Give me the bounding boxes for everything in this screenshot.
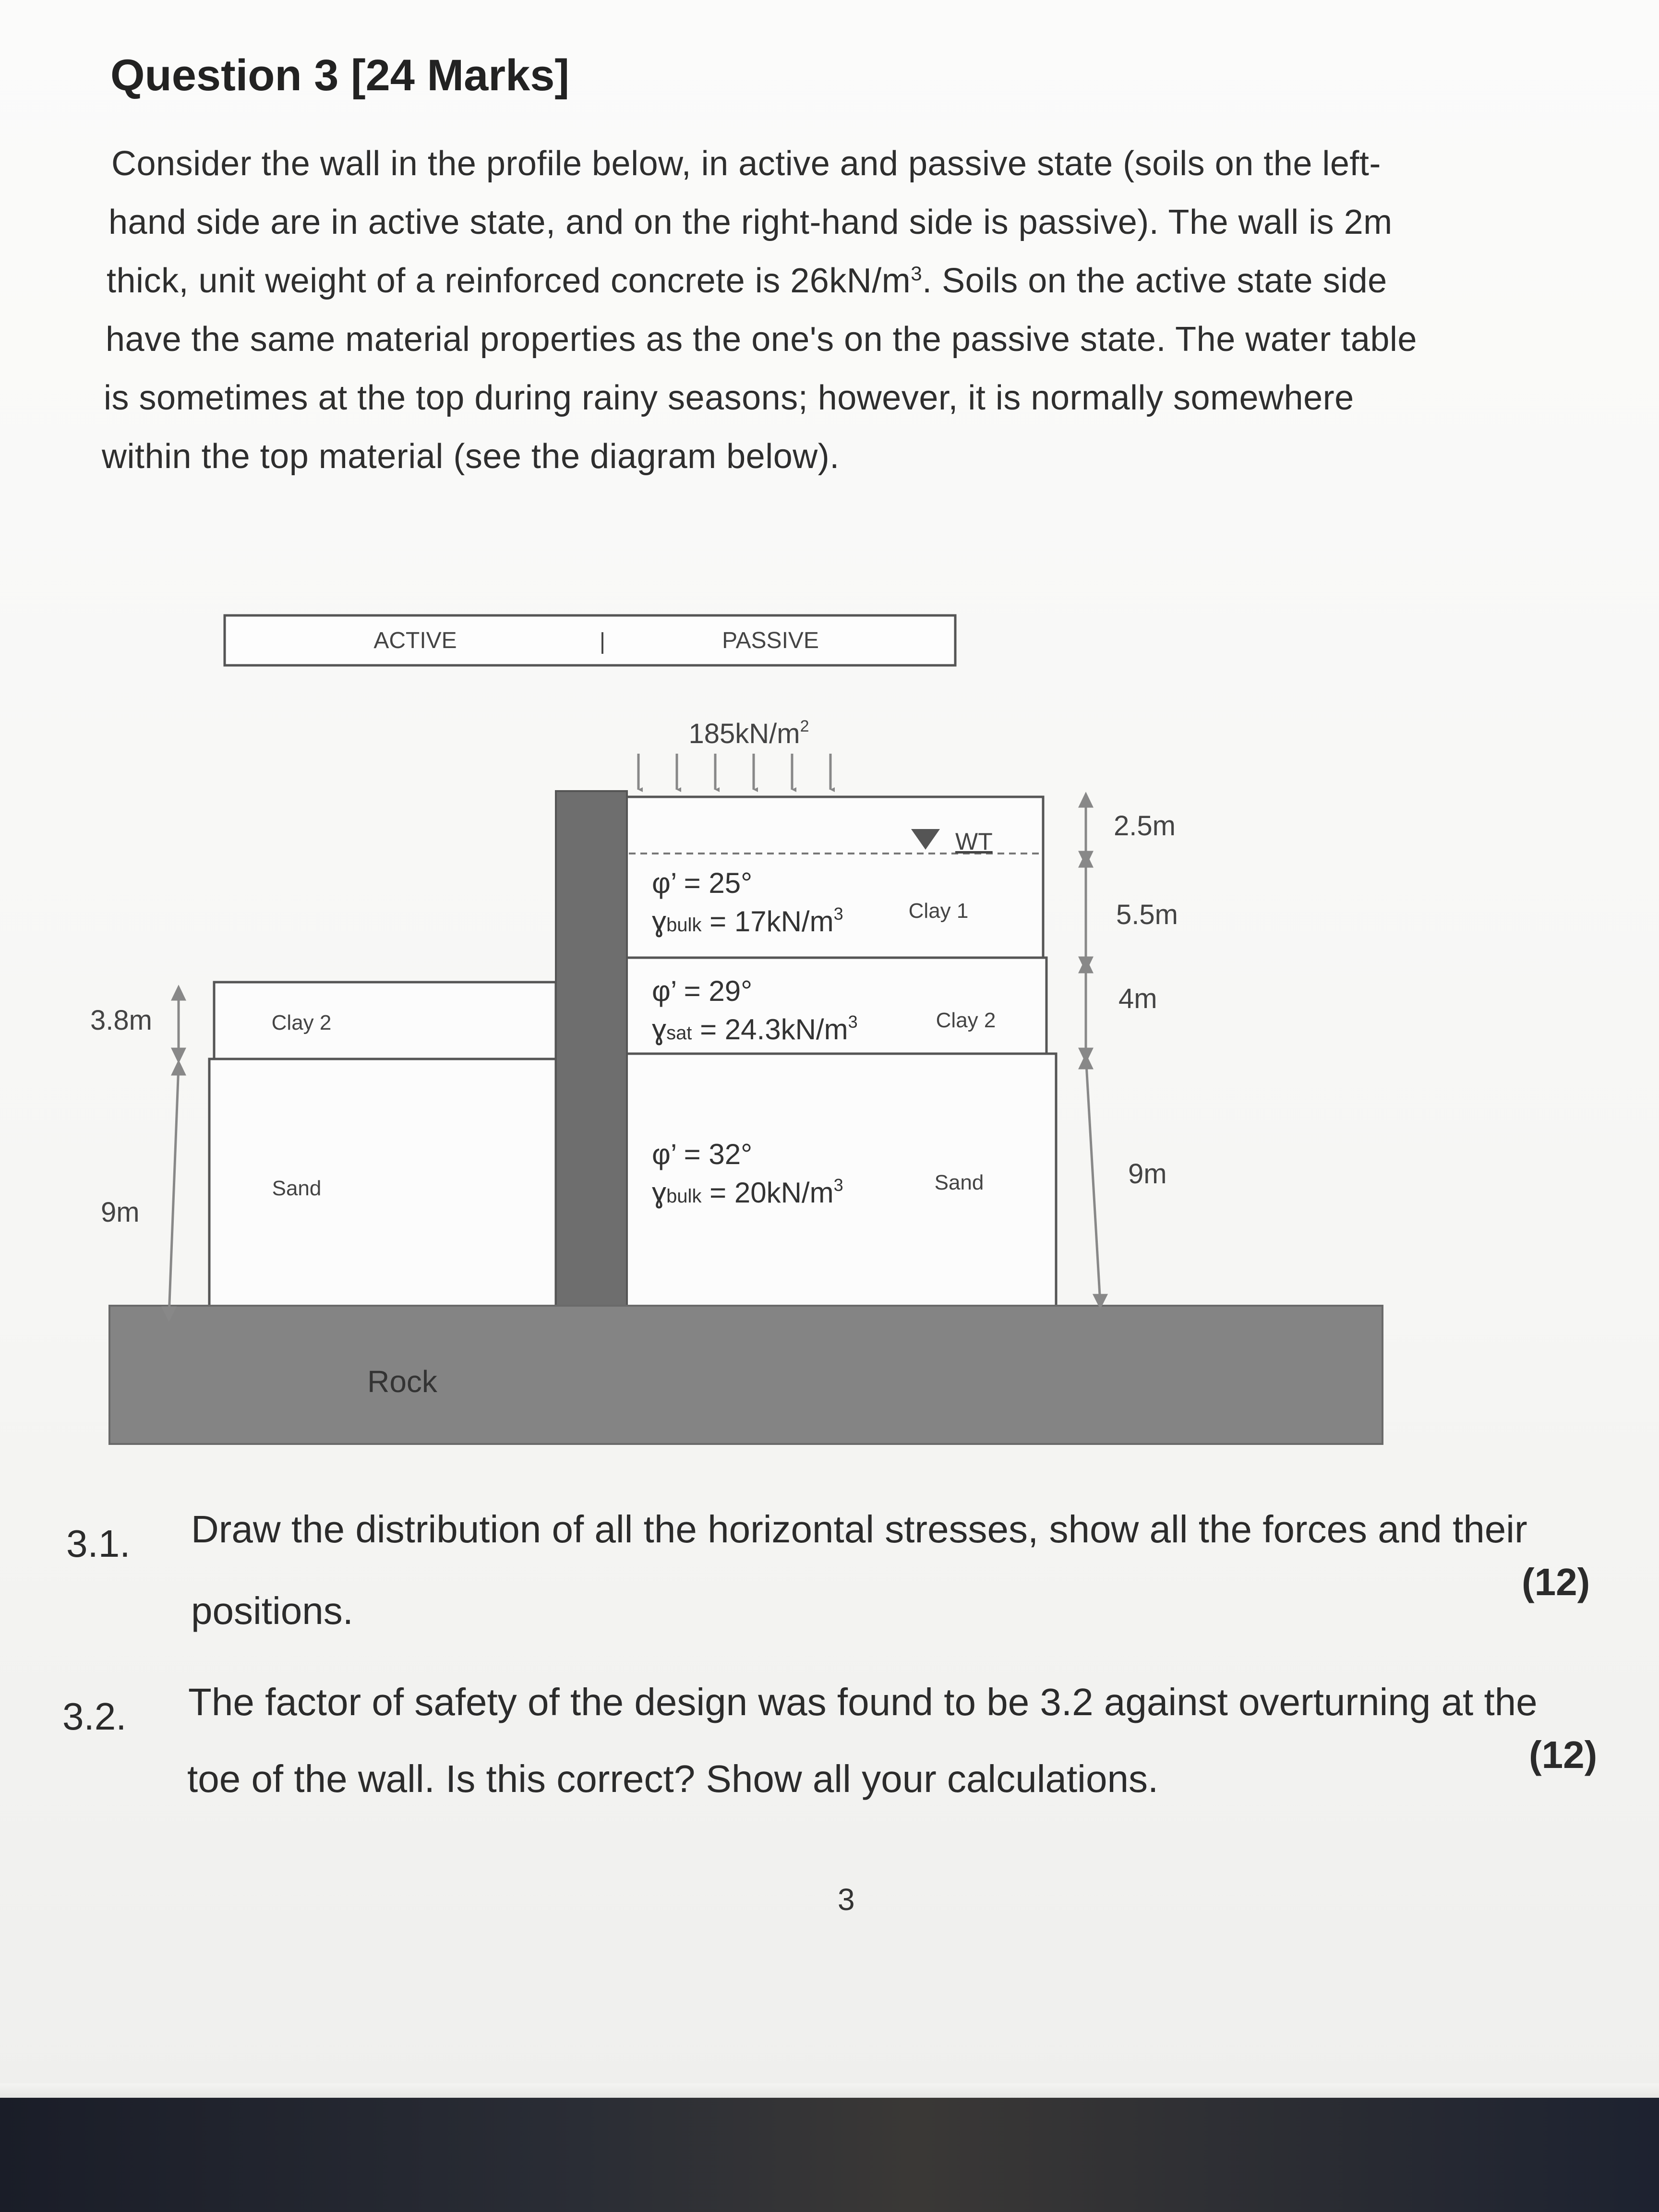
intro-line-1: Consider the wall in the profile below, in active and passive state (soils on the left-: [111, 144, 1381, 183]
intro-line-5: is sometimes at the top during rainy seasons; however, it is normally somewhere: [104, 379, 1354, 417]
intro-line-3-sup: 3: [911, 262, 923, 285]
sand-phi: φ’ = 32°: [652, 1138, 753, 1170]
intro-line-2: hand side are in active state, and on the right-hand side is passive). The wall is 2m: [108, 203, 1393, 241]
clay2-gamma: ɣsat = $24.3kN/m^3$: [652, 1012, 858, 1046]
dim-label-5-5m: 5.5m: [1116, 899, 1178, 930]
dim-arrow-up: [173, 987, 184, 999]
active-sand-layer: [209, 1059, 556, 1323]
state-header-box: [225, 615, 955, 665]
intro-line-4: have the same material properties as the one's on the passive state. The water table: [106, 320, 1417, 359]
dim-arrow-down: [173, 1049, 184, 1061]
dim-line-9m-left: [169, 1066, 179, 1315]
right-dimensions: [1080, 794, 1106, 1307]
clay1-gamma: ɣbulk = $17kN/m^3$: [652, 904, 843, 938]
dim-label-9m: 9m: [1128, 1158, 1167, 1190]
left-dimensions: [163, 987, 184, 1319]
rock-label: Rock: [367, 1364, 437, 1399]
intro-line-3-a: thick, unit weight of a reinforced concrete is 26kN/m: [107, 262, 911, 300]
question-3-2-line-2: toe of the wall. Is this correct? Show all your calculations.: [187, 1757, 1159, 1800]
page-number: 3: [838, 1882, 855, 1917]
dim-label-4m: 4m: [1118, 983, 1157, 1014]
passive-clay1-label: Clay 1: [908, 899, 969, 923]
dim-label-2-5m: 2.5m: [1114, 810, 1176, 842]
dim-arrow-up: [1080, 794, 1092, 806]
active-clay2-label: Clay 2: [271, 1011, 332, 1034]
question-3-1-number: 3.1.: [66, 1522, 131, 1565]
dim-label-3-8m: 3.8m: [90, 1005, 152, 1036]
passive-clay2-label: Clay 2: [936, 1009, 996, 1032]
sand-gamma: ɣbulk = $20kN/m^3$: [652, 1175, 843, 1209]
retaining-wall: [556, 791, 627, 1319]
passive-sand-label: Sand: [934, 1171, 984, 1194]
active-sand-label: Sand: [272, 1177, 322, 1200]
header-divider: |: [599, 629, 606, 654]
water-table-label: WT: [955, 828, 993, 855]
question-title: Question 3 [24 Marks]: [110, 51, 570, 100]
question-3-2-marks: (12): [1529, 1733, 1598, 1776]
passive-label: PASSIVE: [722, 628, 819, 653]
dim-arrow-up: [173, 1062, 184, 1074]
rock-layer: [109, 1306, 1382, 1444]
clay1-phi: φ’ = 25°: [652, 867, 753, 899]
active-label: ACTIVE: [373, 628, 457, 653]
dim-line-9m: [1086, 1056, 1100, 1303]
surcharge-label: $185kN/m^2$: [688, 717, 809, 749]
question-3-2-line-1: The factor of safety of the design was found to be 3.2 against overturning at the: [188, 1681, 1538, 1723]
dim-arrow-up: [1080, 1056, 1092, 1068]
question-3-1-marks: (12): [1522, 1561, 1590, 1603]
dim-label-9m-left: 9m: [101, 1197, 140, 1228]
intro-line-6: within the top material (see the diagram below).: [102, 437, 840, 476]
question-3-1-line-2: positions.: [191, 1589, 353, 1632]
question-3-2-number: 3.2.: [62, 1695, 127, 1738]
clay2-phi: φ’ = 29°: [652, 975, 753, 1007]
question-3-1-line-1: Draw the distribution of all the horizontal stresses, show all the forces and their: [191, 1508, 1527, 1551]
intro-line-3-b: . Soils on the active state side: [922, 262, 1387, 300]
surcharge-arrows: [638, 754, 830, 790]
background-surface: [0, 2098, 1659, 2212]
active-clay2-layer: [214, 982, 556, 1059]
